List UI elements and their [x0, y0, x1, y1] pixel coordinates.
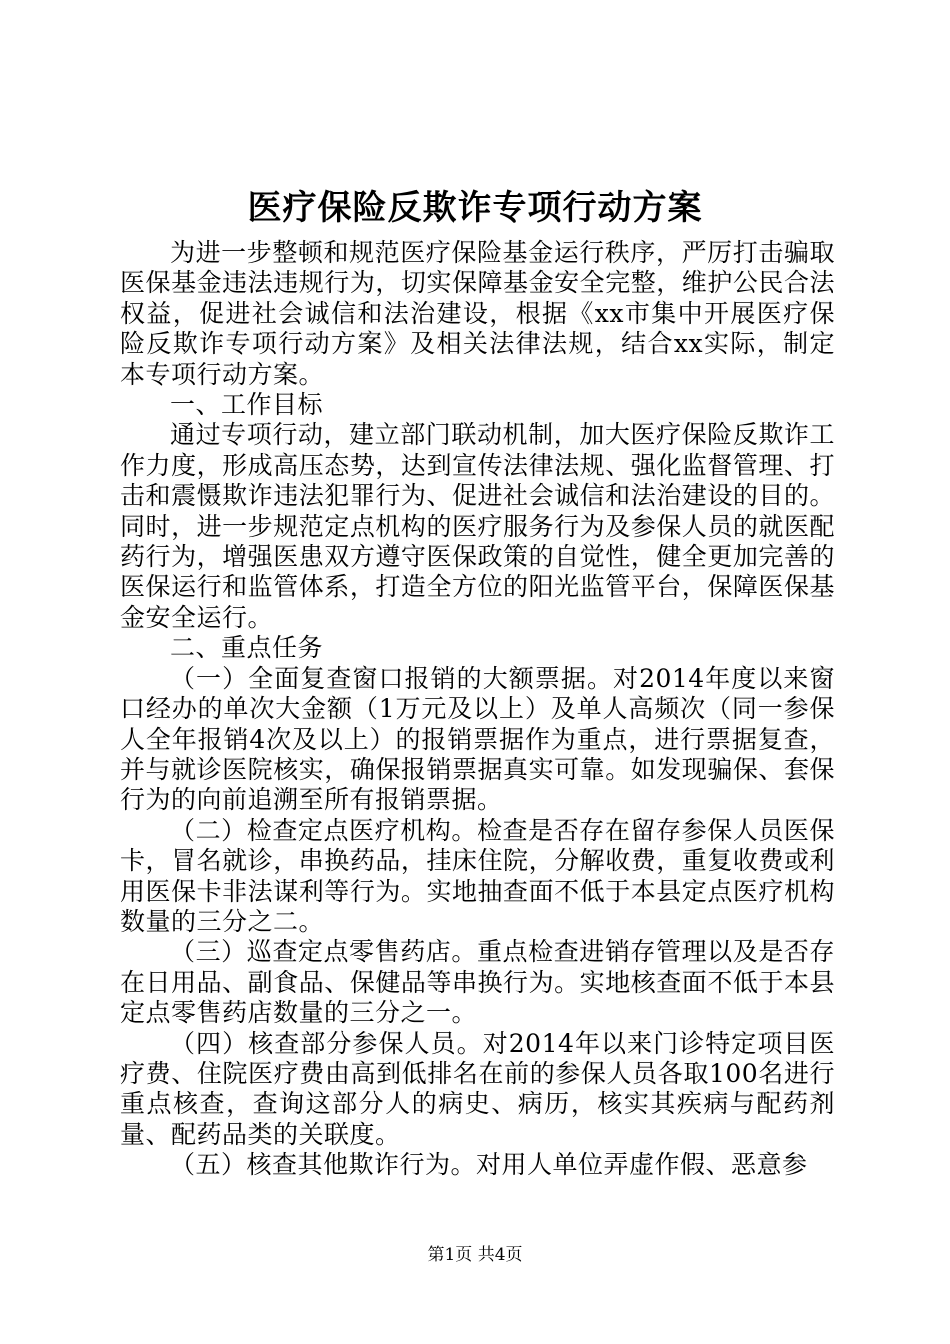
goals-paragraph: 通过专项行动，建立部门联动机制，加大医疗保险反欺诈工作力度，形成高压态势，达到宣传法律法规、强化监督管理、打击和震慑欺诈违法犯罪行为、促进社会诚信和法治建设的目的。同时，进一步规范定点机构的医疗服务行为及参保人员的就医配药行为，增强医患双方遵守医保政策的自觉性，健全更加完善的医保运行和监管体系，打造全方位的阳光监管平台，保障医保基金安全运行。 — [120, 420, 835, 632]
task-paragraph-3: （三）巡查定点零售药店。重点检查进销存管理以及是否存在日用品、副食品、保健品等串换行为。实地核查面不低于本县定点零售药店数量的三分之一。 — [120, 937, 835, 1028]
section-heading-tasks: 二、重点任务 — [170, 633, 324, 663]
document-title: 医疗保险反欺诈专项行动方案 — [247, 188, 703, 228]
task-paragraph-5: （五）核查其他欺诈行为。对用人单位弄虚作假、恶意参 — [170, 1150, 808, 1180]
task-paragraph-4: （四）核查部分参保人员。对2014年以来门诊特定项目医疗费、住院医疗费由高到低排名在前的参保人员各取100名进行重点核查，查询这部分人的病史、病历，核实其疾病与配药剂量、配药品类的关联度。 — [120, 1028, 835, 1149]
task-paragraph-2: （二）检查定点医疗机构。检查是否存在留存参保人员医保卡，冒名就诊，串换药品，挂床住院，分解收费，重复收费或利用医保卡非法谋利等行为。实地抽查面不低于本县定点医疗机构数量的三分之二。 — [120, 815, 835, 936]
page-footer: 第1页 共4页 — [427, 1245, 523, 1265]
section-heading-goals: 一、工作目标 — [170, 390, 324, 420]
intro-paragraph: 为进一步整顿和规范医疗保险基金运行秩序，严厉打击骗取医保基金违法违规行为，切实保障基金安全完整，维护公民合法权益，促进社会诚信和法治建设，根据《xx市集中开展医疗保险反欺诈专项行动方案》及相关法律法规，结合xx实际，制定本专项行动方案。 — [120, 238, 835, 389]
document-body — [120, 238, 835, 1181]
task-paragraph-1: （一）全面复查窗口报销的大额票据。对2014年度以来窗口经办的单次大金额（1万元及以上）及单人高频次（同一参保人全年报销4次及以上）的报销票据作为重点，进行票据复查，并与就诊医院核实，确保报销票据真实可靠。如发现骗保、套保行为的向前追溯至所有报销票据。 — [120, 663, 835, 815]
